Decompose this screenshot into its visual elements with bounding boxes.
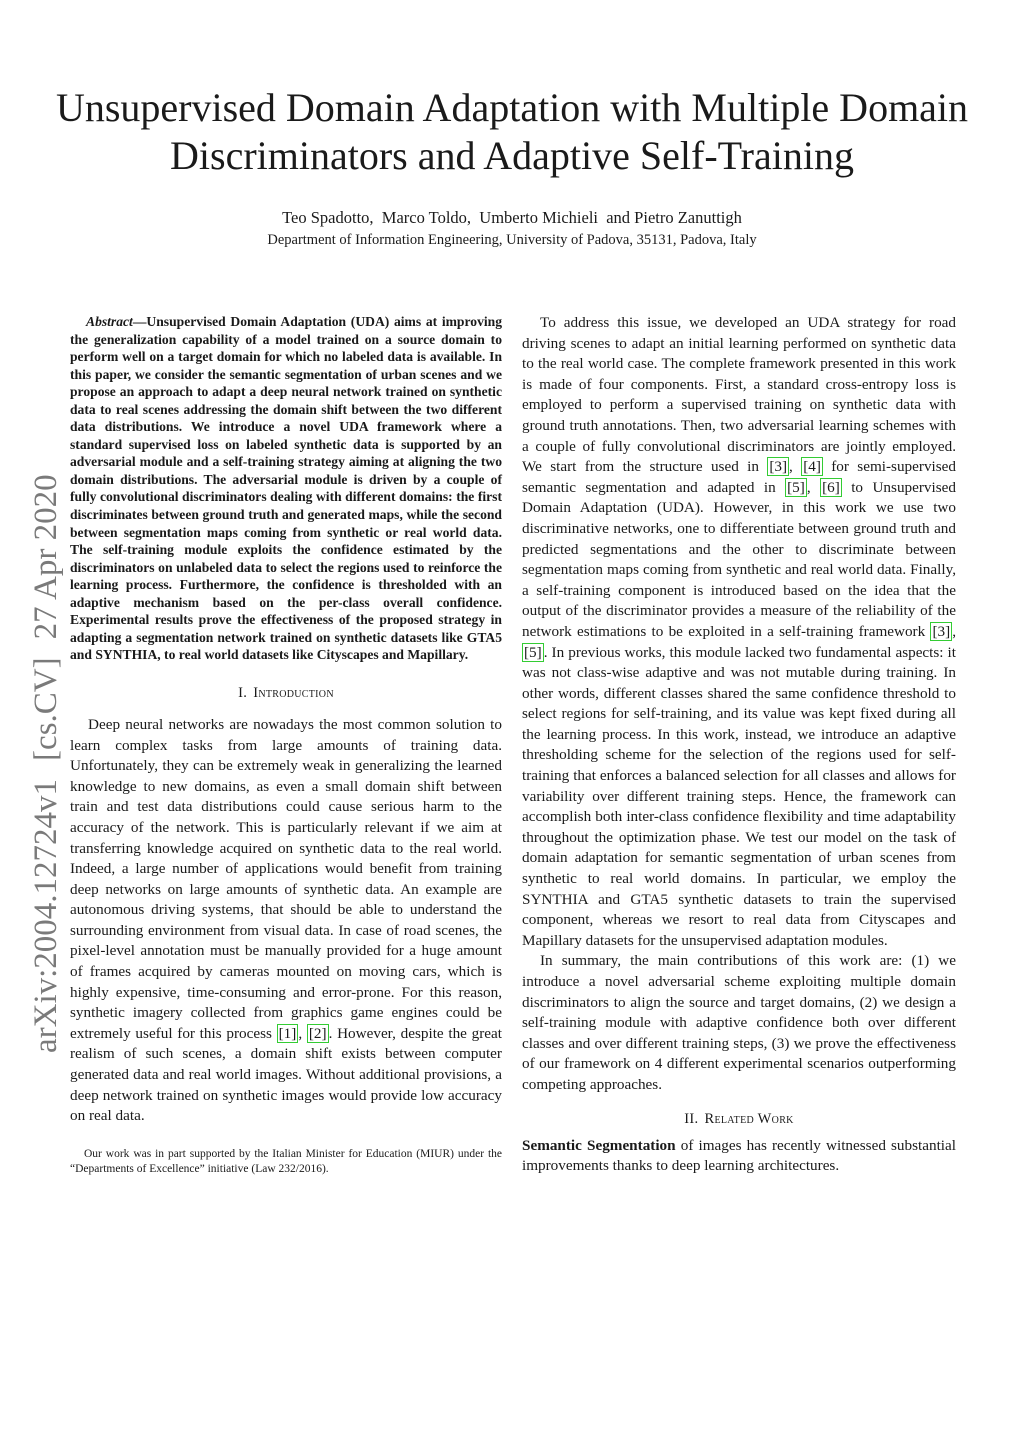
contributions-paragraph: In summary, the main contributions of this work are: (1) we introduce a novel adversarial scheme exploiting multiple domain discriminators to align the source and target domains, (2) we design a self-training module with adaptive confidence both over different classes and over different training steps, (3) we prove the effectiveness of our framework on 4 different experimental scenarios outperforming competing approaches. [522, 952, 956, 1093]
section-heading-related-work [522, 1111, 956, 1128]
arxiv-identifier [20, 433, 72, 1053]
paragraph-lead: Semantic Segmentation [522, 1136, 676, 1154]
citation-separator: , [789, 458, 802, 476]
affiliation: Department of Information Engineering, University of Padova, 35131, Padova, Italy [267, 232, 757, 248]
left-column [70, 313, 502, 1177]
citation-link[interactable]: [3] [932, 622, 951, 640]
abstract-dash: — [132, 314, 147, 329]
related-work-paragraph [522, 1136, 956, 1177]
right-column [522, 313, 956, 1177]
abstract [70, 313, 502, 664]
paper-title: Unsupervised Domain Adaptation with Multiple Domain Discriminators and Adaptive Self-Training [55, 85, 969, 178]
citation-link[interactable]: [2] [308, 1024, 327, 1042]
citation-link[interactable]: [3] [769, 458, 788, 476]
section-heading-introduction [70, 685, 502, 702]
body-text: To address this issue, we developed an UDA strategy for road driving scenes to adapt an initial learning performed on synthetic data to the real world case. The complete framework presented in this work is made of four components. First, a standard cross-entropy loss is employed to perform a supervised training on synthetic data with ground truth annotations. Then, two adversarial learning schemes with a couple of fully convolutional discriminators are jointly employed. We start from the structure used in [522, 314, 956, 476]
author-list: Teo Spadotto, Marco Toldo, Umberto Michieli and Pietro Zanuttigh [282, 208, 742, 227]
section-number: I. [238, 684, 248, 701]
intro-text: Deep neural networks are nowadays the most common solution to learn complex tasks from large amounts of training data. Unfortunately, they can be extremely weak in generalizing the learned knowledge to new domains, as even a small domain shift between train and test data distributions could cause serious harm to the accuracy of the network. This is particularly relevant if we aim at transferring knowledge acquired on synthetic data to the real world. Indeed, a large number of applications would benefit from training deep networks on large amounts of synthetic data. An example are autonomous driving systems, that should be able to understand the surrounding environment from visual data. In case of road scenes, the pixel-level annotation must be manually provided for a huge amount of frames acquired by cameras mounted on moving cars, which is highly expensive, time-consuming and error-prone. For this reason, synthetic imagery collected from graphics game engines could be extremely useful for this process [70, 715, 502, 1042]
body-paragraph [522, 313, 956, 951]
citation-separator: , [952, 622, 956, 640]
abstract-label: Abstract [86, 314, 133, 329]
section-title: Related Work [704, 1110, 794, 1127]
body-text: to Unsupervised Domain Adaptation (UDA). However, in this work we use two discriminative networks, one to differentiate between ground truth and predicted segmentations and the other to discriminate between segmentation maps coming from synthetic and real world data. Finally, a self-training component is introduced based on the idea that the output of the discriminator provides a measure of the reliability of the network estimations to be exploited in a self-training framework [522, 478, 956, 640]
body-text: for semi-supervised semantic segmentation and adapted in [522, 458, 957, 496]
citation-link[interactable]: [4] [803, 458, 821, 476]
citation-link[interactable]: [1] [278, 1024, 297, 1042]
citation-separator: , [806, 478, 821, 496]
section-title: Introduction [253, 684, 334, 701]
section-number: II. [684, 1110, 699, 1127]
body-text: . In previous works, this module lacked two fundamental aspects: it was not class-wise adaptive and was not mutable during training. In other words, different classes shared the same confidence threshold to select regions for self-training, and its value was kept fixed during all the learning process. In this work, instead, we introduce an adaptive thresholding scheme for the selection of the regions used for self-training that enforces a balanced selection for all classes and allows for variability over different training steps. Hence, the framework can accomplish both inter-class confidence flexibility and time adaptability throughout the optimization phase. We test our model on the task of domain adaptation for semantic segmentation of urban scenes from synthetic to real world domains. In particular, we employ the SYNTHIA and GTA5 synthetic datasets to train the supervised component, whereas we resort to real data from Cityscapes and Mapillary datasets for the unsupervised adaptation modules. [522, 643, 956, 949]
intro-paragraph [70, 715, 502, 1127]
arxiv-date: 27 Apr 2020 [28, 474, 64, 640]
citation-link[interactable]: [6] [822, 478, 840, 496]
citation-link[interactable]: [5] [524, 643, 542, 661]
arxiv-id: arXiv:2004.12724v1 [28, 778, 64, 1053]
footnote: Our work was in part supported by the Italian Minister for Education (MIUR) under the “Departments of Excellence” initiative (Law 232/2016). [70, 1147, 502, 1175]
arxiv-category: [cs.CV] [28, 657, 64, 761]
citation-link[interactable]: [5] [787, 478, 805, 496]
citation-separator: , [298, 1024, 307, 1042]
body-text: of images has recently witnessed substantial improvements thanks to deep learning architectures. [522, 1136, 956, 1175]
intro-text: . However, despite the great realism of such scenes, a domain shift exists between computer generated data and real world images. Without additional provisions, a deep network trained on synthetic images would provide low accuracy on real data. [70, 1024, 502, 1125]
abstract-text: Unsupervised Domain Adaptation (UDA) aims at improving the generalization capability of a model trained on a source domain to perform well on a target domain for which no labeled data is available. In this paper, we consider the semantic segmentation of urban scenes and we propose an approach to adapt a deep neural network trained on synthetic data to real scenes addressing the domain shift between the two different data distributions. We introduce a novel UDA framework where a standard supervised loss on labeled synthetic data is supported by an adversarial module and a self-training strategy aiming at aligning the two domain distributions. The adversarial module is driven by a couple of fully convolutional discriminators dealing with different domains: the first discriminates between ground truth and generated maps, while the second between segmentation maps coming from synthetic or real world data. The self-training module exploits the confidence estimated by the discriminators on unlabeled data to select the regions used to reinforce the learning process. Furthermore, the confidence is thresholded with an adaptive mechanism based on the per-class overall confidence. Experimental results prove the effectiveness of the proposed strategy in adapting a segmentation network trained on synthetic datasets like GTA5 and SYNTHIA, to real world datasets like Cityscapes and Mapillary. [70, 314, 502, 663]
